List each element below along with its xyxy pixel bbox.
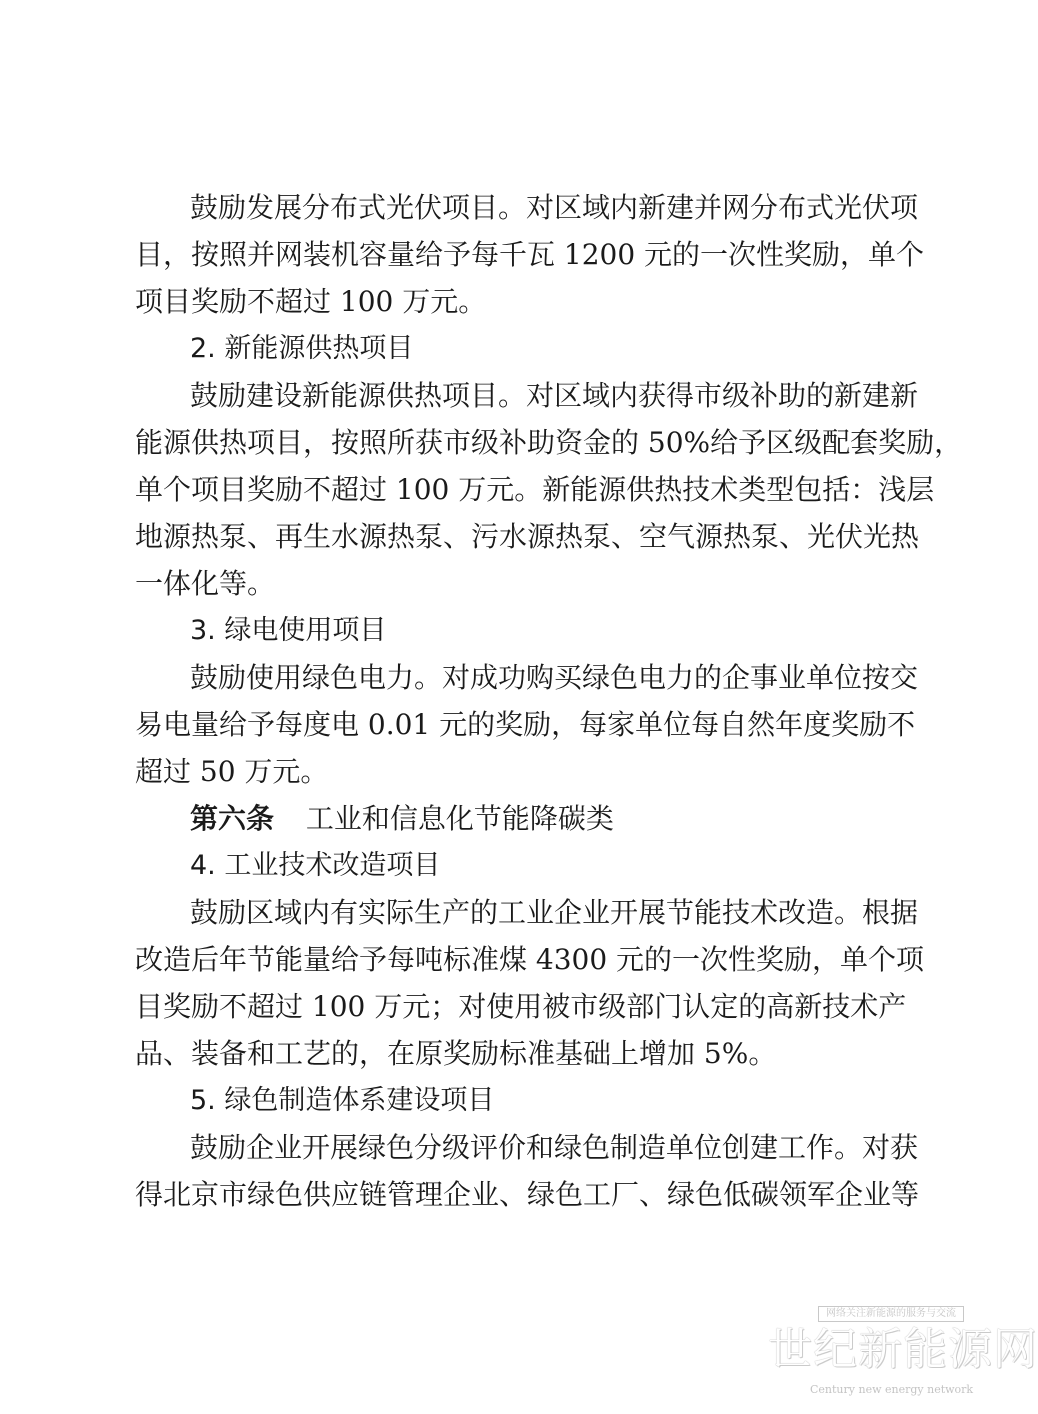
paragraph-line: 一体化等。 (135, 567, 276, 600)
paragraph-line: 项目奖励不超过 100 万元。 (135, 285, 487, 318)
section-heading: 3. 绿电使用项目 (190, 615, 387, 646)
paragraph-line: 品、装备和工艺的，在原奖励标准基础上增加 5%。 (135, 1037, 777, 1070)
paragraph-line: 鼓励发展分布式光伏项目。对区域内新建并网分布式光伏项 (190, 191, 919, 224)
paragraph-line: 改造后年节能量给予每吨标准煤 4300 元的一次性奖励，单个项 (135, 943, 925, 976)
paragraph-line: 鼓励区域内有实际生产的工业企业开展节能技术改造。根据 (190, 896, 919, 929)
paragraph-line: 得北京市绿色供应链管理企业、绿色工厂、绿色低碳领军企业等 (135, 1178, 920, 1211)
section-heading: 4. 工业技术改造项目 (190, 850, 441, 881)
paragraph-line: 地源热泵、再生水源热泵、污水源热泵、空气源热泵、光伏光热 (135, 520, 920, 553)
section-heading: 2. 新能源供热项目 (190, 333, 414, 364)
section-heading: 5. 绿色制造体系建设项目 (190, 1085, 495, 1116)
article-title: 工业和信息化节能降碳类 (305, 802, 614, 835)
article-label: 第六条 (190, 802, 275, 835)
paragraph-line: 鼓励建设新能源供热项目。对区域内获得市级补助的新建新 (190, 379, 919, 412)
paragraph-line: 目奖励不超过 100 万元；对使用被市级部门认定的高新技术产 (135, 990, 907, 1023)
paragraph-line: 超过 50 万元。 (135, 755, 329, 788)
paragraph-line: 易电量给予每度电 0.01 元的奖励，每家单位每自然年度奖励不 (135, 708, 916, 741)
paragraph-line: 能源供热项目，按照所获市级补助资金的 50%给予区级配套奖励， (135, 426, 963, 459)
watermark-subtitle: Century new energy network (810, 1383, 974, 1396)
watermark-tagline: 网络关注新能源的服务与交流 (818, 1306, 964, 1322)
paragraph-line: 鼓励使用绿色电力。对成功购买绿色电力的企事业单位按交 (190, 661, 919, 694)
paragraph-line: 鼓励企业开展绿色分级评价和绿色制造单位创建工作。对获 (190, 1131, 919, 1164)
paragraph-line: 单个项目奖励不超过 100 万元。新能源供热技术类型包括：浅层 (135, 473, 935, 506)
paragraph-line: 目，按照并网装机容量给予每千瓦 1200 元的一次性奖励，单个 (135, 238, 925, 271)
watermark-logo: 世纪新能源网 (768, 1324, 1038, 1375)
article-heading (190, 794, 875, 844)
